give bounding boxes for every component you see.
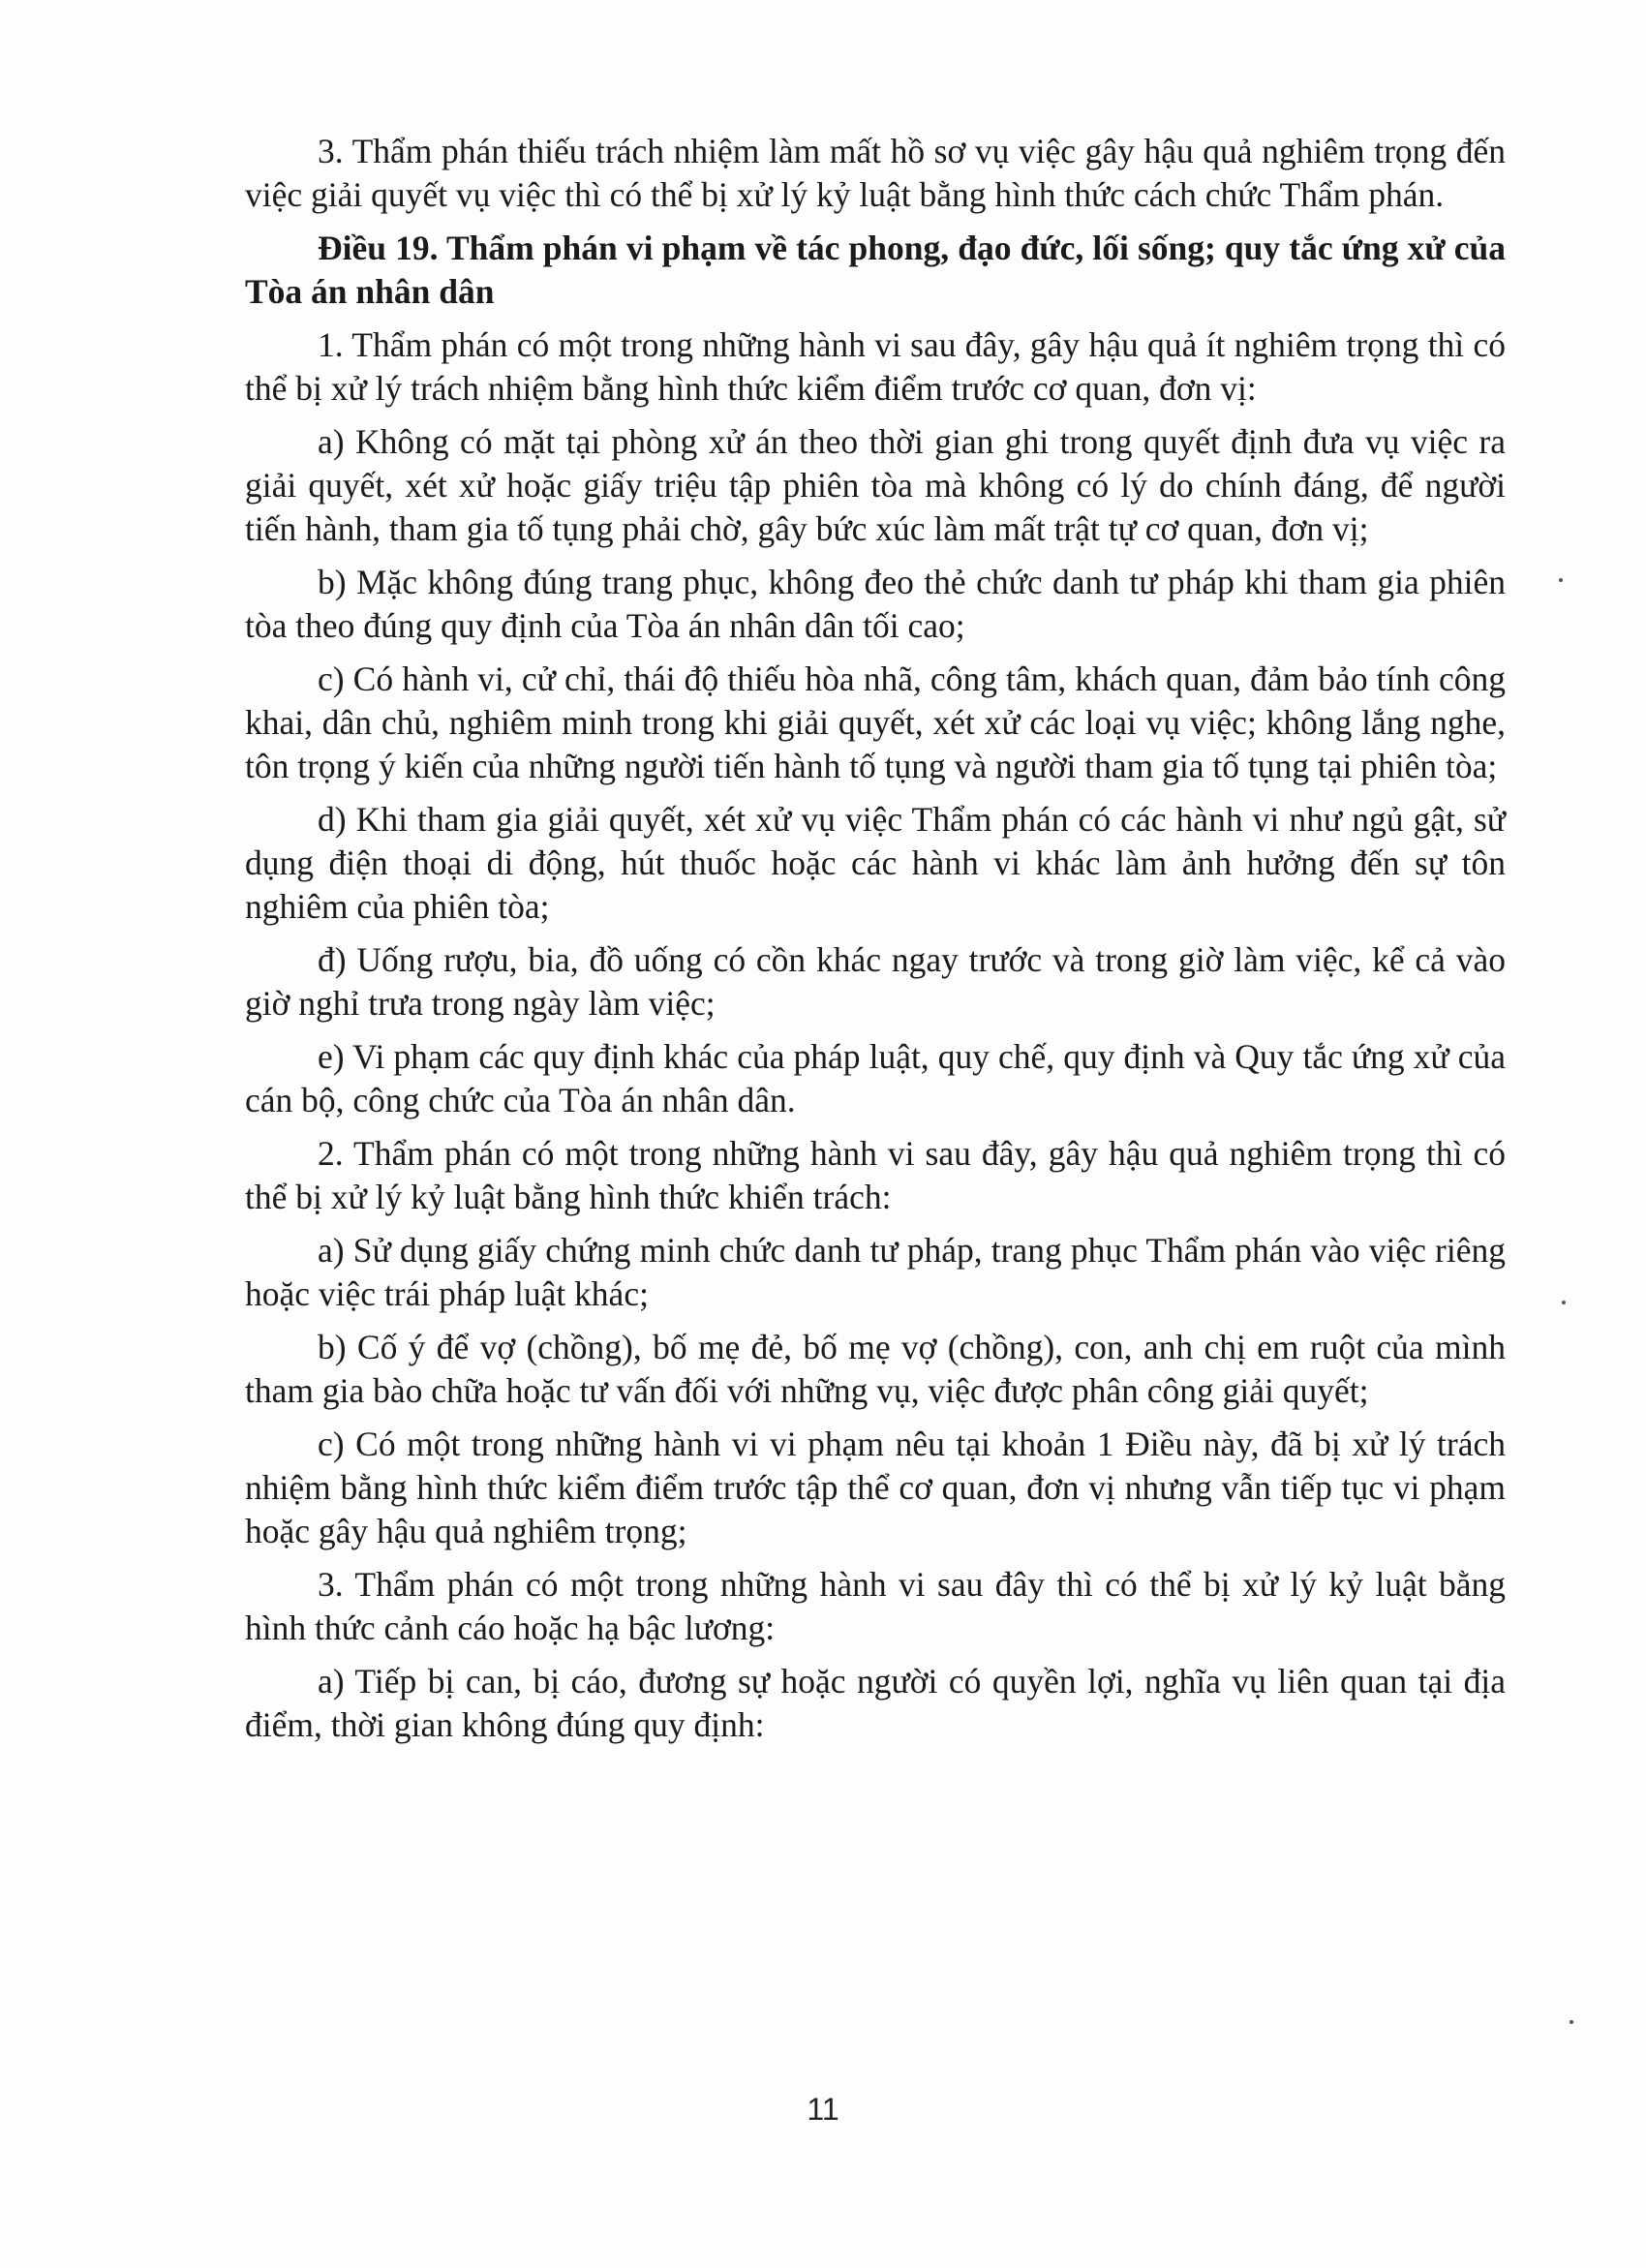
paragraph-clause-3-a: a) Tiếp bị can, bị cáo, đương sự hoặc người có quyền lợi, nghĩa vụ liên quan tại địa điểm, thời gian không đúng quy định: <box>245 1662 1506 1744</box>
paragraph-clause-1-d: d) Khi tham gia giải quyết, xét xử vụ việc Thẩm phán có các hành vi như ngủ gật, sử dụng điện thoại di động, hút thuốc hoặc các hành vi khác làm ảnh hưởng đến sự tôn nghiêm của phiên tòa; <box>245 800 1506 926</box>
paragraph-clause-2-c: c) Có một trong những hành vi vi phạm nêu tại khoản 1 Điều này, đã bị xử lý trách nhiệm bằng hình thức kiểm điểm trước tập thể cơ quan, đơn vị nhưng vẫn tiếp tục vi phạm hoặc gây hậu quả nghiêm trọng; <box>245 1425 1506 1550</box>
paragraph-clause-3-dismissal: 3. Thẩm phán thiếu trách nhiệm làm mất hồ sơ vụ việc gây hậu quả nghiêm trọng đến việc giải quyết vụ việc thì có thể bị xử lý kỷ luật bằng hình thức cách chức Thẩm phán. <box>245 132 1506 214</box>
paragraph-clause-1-dd: đ) Uống rượu, bia, đồ uống có cồn khác ngay trước và trong giờ làm việc, kể cả vào giờ nghỉ trưa trong ngày làm việc; <box>245 940 1506 1023</box>
paragraph-clause-1-e: e) Vi phạm các quy định khác của pháp luật, quy chế, quy định và Quy tắc ứng xử của cán bộ, công chức của Tòa án nhân dân. <box>245 1037 1506 1119</box>
paragraph-clause-2-b: b) Cố ý để vợ (chồng), bố mẹ đẻ, bố mẹ vợ (chồng), con, anh chị em ruột của mình tham gia bào chữa hoặc tư vấn đối với những vụ, việc được phân công giải quyết; <box>245 1328 1506 1410</box>
paragraph-clause-2-a: a) Sử dụng giấy chứng minh chức danh tư pháp, trang phục Thẩm phán vào việc riêng hoặc việc trái pháp luật khác; <box>245 1231 1506 1313</box>
page-number: 11 <box>807 2092 839 2127</box>
paragraph-clause-2: 2. Thẩm phán có một trong những hành vi sau đây, gây hậu quả nghiêm trọng thì có thể bị xử lý kỷ luật bằng hình thức khiển trách: <box>245 1134 1506 1216</box>
paragraph-clause-1-b: b) Mặc không đúng trang phục, không đeo thẻ chức danh tư pháp khi tham gia phiên tòa theo đúng quy định của Tòa án nhân dân tối cao; <box>245 563 1506 645</box>
document-body <box>245 130 1506 1757</box>
scan-speck <box>1570 2020 1573 2024</box>
paragraph-clause-3: 3. Thẩm phán có một trong những hành vi sau đây thì có thể bị xử lý kỷ luật bằng hình thức cảnh cáo hoặc hạ bậc lương: <box>245 1565 1506 1647</box>
paragraph-clause-1: 1. Thẩm phán có một trong những hành vi sau đây, gây hậu quả ít nghiêm trọng thì có thể bị xử lý trách nhiệm bằng hình thức kiểm điểm trước cơ quan, đơn vị: <box>245 325 1506 408</box>
article-19-heading: Điều 19. Thẩm phán vi phạm về tác phong, đạo đức, lối sống; quy tắc ứng xử của Tòa án nhân dân <box>245 229 1506 311</box>
scan-speck <box>1562 1301 1566 1304</box>
paragraph-clause-1-c: c) Có hành vi, cử chỉ, thái độ thiếu hòa nhã, công tâm, khách quan, đảm bảo tính công khai, dân chủ, nghiêm minh trong khi giải quyết, xét xử các loại vụ việc; không lắng nghe, tôn trọng ý kiến của những người tiến hành tố tụng và người tham gia tố tụng tại phiên tòa; <box>245 659 1506 785</box>
paragraph-clause-1-a: a) Không có mặt tại phòng xử án theo thời gian ghi trong quyết định đưa vụ việc ra giải quyết, xét xử hoặc giấy triệu tập phiên tòa mà không có lý do chính đáng, để người tiến hành, tham gia tố tụng phải chờ, gây bức xúc làm mất trật tự cơ quan, đơn vị; <box>245 422 1506 548</box>
scan-speck <box>1559 578 1563 582</box>
